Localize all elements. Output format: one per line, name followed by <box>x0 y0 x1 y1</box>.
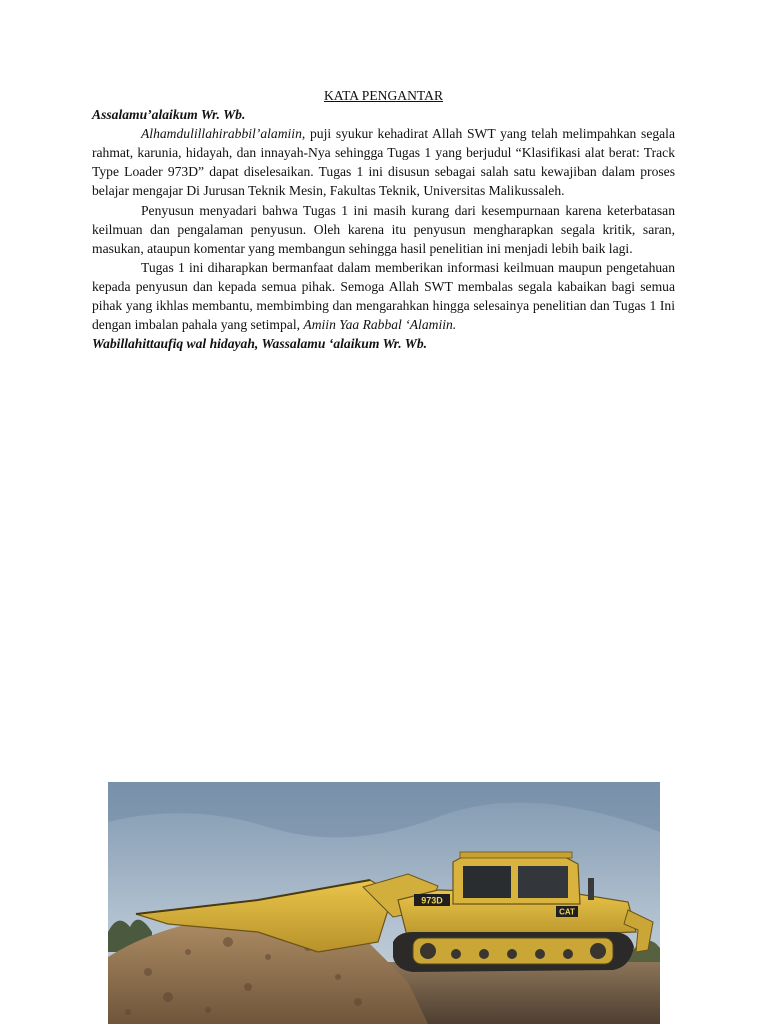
paragraph-2-text: Penyusun menyadari bahwa Tugas 1 ini masih kurang dari kesempurnaan karena keterbatasan keilmuan dan pengalaman penyusun. Oleh karena itu penyusun mengharapkan segala kritik, saran, masukan, ataupun komentar yang membangun sehingga hasil penelitian ini menjadi lebih baik lagi. <box>92 202 675 256</box>
document-page <box>92 86 675 353</box>
paragraph-3-italic-tail: Amiin Yaa Rabbal ‘Alamiin. <box>303 317 457 333</box>
paragraph-1 <box>92 124 675 200</box>
exhaust-stack <box>588 878 594 900</box>
closing-greeting: Wabillahittaufiq wal hidayah, Wassalamu ‘alaikum Wr. Wb. <box>92 336 428 352</box>
cab-roof <box>460 852 572 858</box>
model-label: 973D <box>421 895 443 906</box>
paragraph-1-text: , puji syukur kehadirat Allah SWT yang telah melimpahkan segala rahmat, karunia, hidayah, dan innayah-Nya sehingga Tugas 1 yang berjudul “Klasifikasi alat berat: Track Type Loader 973D” dapat diselesaikan. Tugas 1 ini disusun sebagai salah satu kewajiban dalam proses belajar mengajar Di Jurusan Teknik Mesin, Fakultas Teknik, Universitas Malikussaleh. <box>92 126 675 199</box>
cab-window-side <box>518 866 568 898</box>
loader-illustration <box>108 782 660 1024</box>
cab-window-front <box>463 866 511 898</box>
opening-greeting: Assalamu’alaikum Wr. Wb. <box>92 107 246 123</box>
brand-label: CAT <box>559 907 575 917</box>
page-title: KATA PENGANTAR <box>323 88 444 103</box>
paragraph-2 <box>92 201 675 258</box>
paragraph-3 <box>92 258 675 334</box>
paragraph-1-italic-lead: Alhamdulillahirabbil’alamiin <box>141 126 302 142</box>
paragraph-3-text: Tugas 1 ini diharapkan bermanfaat dalam memberikan informasi keilmuan maupun pengetahuan kepada penyusun dan kepada semua pihak. Semoga Allah SWT membalas segala kabaikan bagi semua pihak yang ikhlas membantu, membimbing dan mengarahkan hingga selesainya penelitian dan Tugas 1 Ini dengan imbalan pahala yang setimpal, <box>92 259 675 333</box>
track-type-loader-photo <box>108 782 660 1024</box>
